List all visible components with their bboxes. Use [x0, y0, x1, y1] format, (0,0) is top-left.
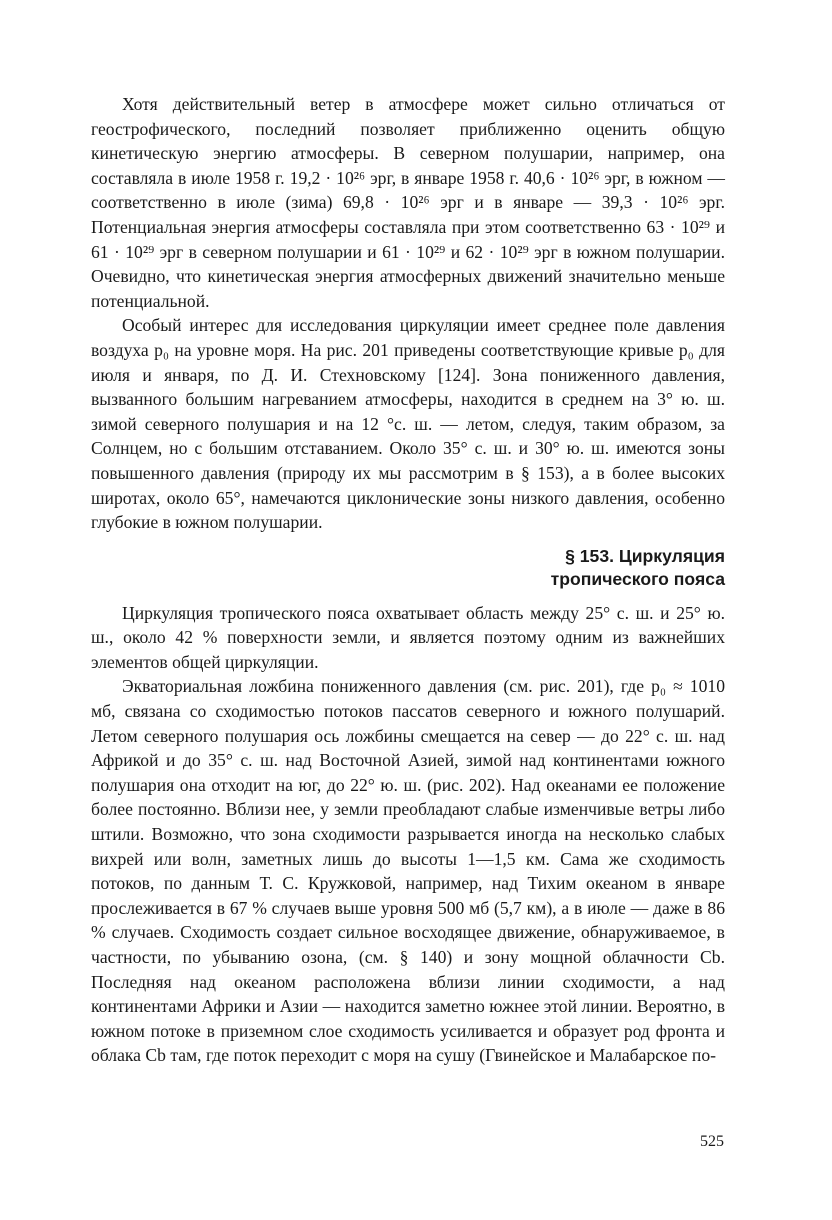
paragraph-tropical-circulation: Циркуляция тропического пояса охватывает область между 25° с. ш. и 25° ю. ш., около 42 % поверхности земли, и является поэтому одним из важнейших элементов общей циркуляции. [91, 602, 725, 672]
section-heading-line-1: § 153. Циркуляция [565, 545, 725, 566]
page-number: 525 [700, 1133, 724, 1150]
section-heading-line-2: тропического пояса [550, 568, 725, 589]
section-heading [91, 545, 725, 591]
paragraph-equatorial-trough: Экваториальная ложбина пониженного давления (см. рис. 201), где p₀ ≈ 1010 мб, связана со сходимостью потоков пассатов северного и южного полушарий. Летом северного полушария ось ложбины смещается на север — до 22° с. ш. над Африкой и до 35° с. ш. над Восточной Азией, зимой над континентами южного полушария она отходит на юг, до 22° ю. ш. (рис. 202). Над океанами ее положение более постоянно. Вблизи нее, у земли преобладают слабые изменчивые ветры либо штили. Возможно, что зона сходимости разрывается иногда на несколько слабых вихрей или волн, заметных лишь до высоты 1—1,5 км. Сама же сходимость потоков, по данным Т. С. Кружковой, например, над Тихим океаном в январе прослеживается в 67 % случаев выше уровня 500 мб (5,7 км), а в июле — даже в 86 % случаев. Сходимость создает сильное восходящее движение, обнаруживаемое, в частности, по убыванию озона, (см. § 140) и зону мощной облачности Cb. Последняя над океаном расположена вблизи линии сходимости, а над континентами Африки и Азии — находится заметно южнее этой линии. Вероятно, в южном потоке в приземном слое сходимость усиливается и образует род фронта и облака Cb там, где поток переходит с моря на сушу (Гвинейское и Малабарское по- [91, 676, 725, 1066]
book-page [91, 92, 725, 1068]
paragraph-kinetic-energy: Хотя действительный ветер в атмосфере может сильно отличаться от геострофического, последний позволяет приближенно оценить общую кинетическую энергию атмосферы. В северном полушарии, например, она составляла в июле 1958 г. 19,2 · 10²⁶ эрг, в январе 1958 г. 40,6 · 10²⁶ эрг, в южном — соответственно в июле (зима) 69,8 · 10²⁶ эрг и в январе — 39,3 · 10²⁶ эрг. Потенциальная энергия атмосферы составляла при этом соответственно 63 · 10²⁹ и 61 · 10²⁹ эрг в северном полушарии и 61 · 10²⁹ и 62 · 10²⁹ эрг в южном полушарии. Очевидно, что кинетическая энергия атмосферных движений значительно меньше потенциальной. [91, 94, 725, 311]
paragraph-pressure-field: Особый интерес для исследования циркуляции имеет среднее поле давления воздуха p₀ на уровне моря. На рис. 201 приведены соответствующие кривые p₀ для июля и января, по Д. И. Стехновскому [124]. Зона пониженного давления, вызванного большим нагреванием атмосферы, находится в среднем на 3° ю. ш. зимой северного полушария и на 12 °с. ш. — летом, следуя, таким образом, за Солнцем, но с большим отставанием. Около 35° с. ш. и 30° ю. ш. имеются зоны повышенного давления (природу их мы рассмотрим в § 153), а в более высоких широтах, около 65°, намечаются циклонические зоны низкого давления, особенно глубокие в южном полушарии. [91, 315, 725, 533]
